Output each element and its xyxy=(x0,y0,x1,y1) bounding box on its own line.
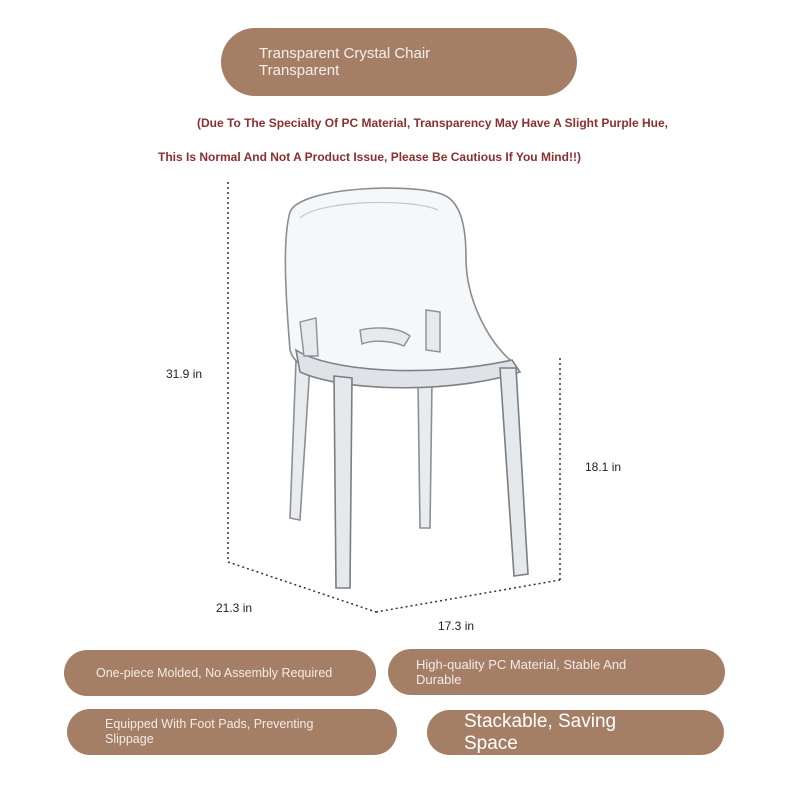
feature-stackable xyxy=(427,710,724,755)
feature-foot-pads-line-2: Slippage xyxy=(105,732,154,746)
feature-stackable-line-1: Stackable, Saving xyxy=(464,710,617,732)
chair-backrest xyxy=(285,188,510,385)
seat-height-label: 18.1 in xyxy=(585,460,622,474)
notice-line-1: (Due To The Specialty Of PC Material, Transparency May Have A Slight Purple Hue, xyxy=(197,116,669,130)
title-line-2: Transparent xyxy=(259,62,340,79)
feature-material xyxy=(388,649,725,695)
feature-material-line-1: High-quality PC Material, Stable And xyxy=(416,657,627,672)
feature-foot-pads-line-1: Equipped With Foot Pads, Preventing xyxy=(105,717,314,731)
width-label: 17.3 in xyxy=(438,619,475,633)
notice-line-2: This Is Normal And Not A Product Issue, Please Be Cautious If You Mind!!) xyxy=(158,150,581,164)
feature-material-line-2: Durable xyxy=(416,672,462,687)
feature-foot-pads xyxy=(67,709,397,755)
title-line-1: Transparent Crystal Chair xyxy=(259,45,431,62)
depth-label: 21.3 in xyxy=(216,601,253,615)
feature-one-piece xyxy=(64,650,376,696)
height-label: 31.9 in xyxy=(166,367,203,381)
feature-stackable-line-2: Space xyxy=(464,732,518,754)
title-banner xyxy=(221,28,577,96)
feature-one-piece-text: One-piece Molded, No Assembly Required xyxy=(96,665,333,680)
